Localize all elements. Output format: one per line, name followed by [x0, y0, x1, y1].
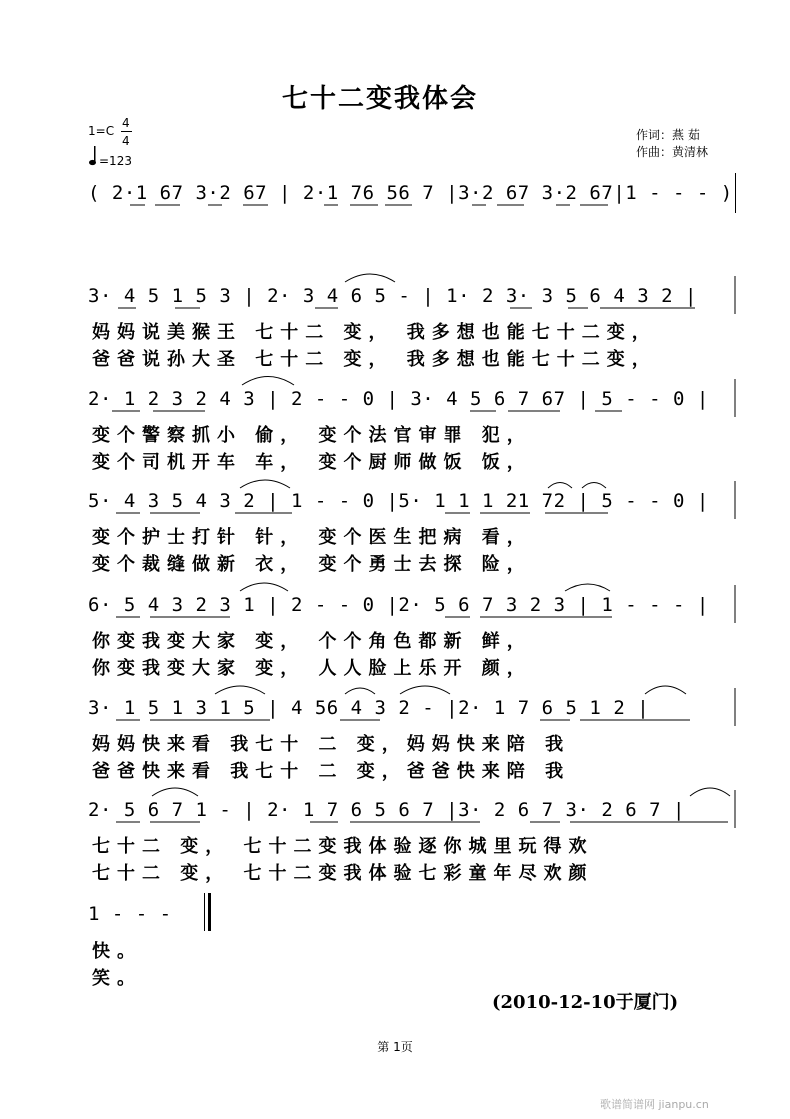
tempo-mark: =123	[99, 154, 132, 168]
system-3-verse-2: 变个裁缝做新 衣， 变个勇士去探 险，	[92, 554, 532, 575]
system-6-verse-2: 七十二 变， 七十二变我体验七彩童年尽欢颜	[92, 863, 594, 884]
slur	[690, 788, 730, 796]
lyricist-credit: 作词：燕 茹	[636, 128, 700, 142]
slur	[242, 377, 294, 386]
system-1-verse-2: 爸爸说孙大圣 七十二 变， 我多想也能七十二变，	[92, 349, 657, 370]
page-number: 第 1页	[377, 1040, 413, 1054]
slur	[645, 686, 686, 694]
composer-credit: 作曲：黄清林	[636, 145, 709, 159]
slur	[152, 788, 198, 796]
final-verse-2: 笑。	[92, 968, 142, 989]
slur	[582, 483, 606, 489]
page-title: 七十二变我体会	[281, 84, 478, 114]
system-6-notes: 2· 5 6 7 1 - | 2· 1 7 6 5 6 7 |3· 2 6 7 3· 2 6 7 |	[88, 799, 685, 821]
time-signature-bottom: 4	[122, 134, 130, 148]
system-3-verse-1: 变个护士打针 针， 变个医生把病 看，	[92, 527, 532, 548]
slur	[345, 274, 395, 282]
system-5-verse-2: 爸爸快来看 我七十 二 变，爸爸快来陪 我	[92, 761, 571, 782]
system-4-verse-1: 你变我变大家 变， 个个角色都新 鲜，	[92, 631, 532, 652]
final-verse-1: 快。	[92, 941, 142, 962]
slur	[215, 686, 265, 694]
time-signature-top: 4	[122, 116, 130, 130]
system-1-verse-1: 妈妈说美猴王 七十二 变， 我多想也能七十二变，	[92, 322, 657, 343]
slur	[548, 483, 572, 489]
system-6-verse-1: 七十二 变， 七十二变我体验逐你城里玩得欢	[92, 836, 594, 857]
system-2-verse-2: 变个司机开车 车， 变个厨师做饭 饭，	[92, 452, 532, 473]
system-4-verse-2: 你变我变大家 变， 人人脸上乐开 颜，	[92, 658, 532, 679]
system-4-notes: 6· 5 4 3 2 3 1 | 2 - - 0 |2· 5 6 7 3 2 3 | 1 - - - |	[88, 594, 709, 616]
system-2-notes: 2· 1 2 3 2 4 3 | 2 - - 0 | 3· 4 5 6 7 67 | 5 - - 0 |	[88, 388, 709, 410]
system-1-notes: 3· 4 5 1 5 3 | 2· 3 4 6 5 - | 1· 2 3· 3 5 6 4 3 2 |	[88, 285, 697, 307]
final-notes: 1 - - -	[88, 903, 172, 925]
system-2-verse-1: 变个警察抓小 偷， 变个法官审罪 犯，	[92, 425, 532, 446]
system-5-verse-1: 妈妈快来看 我七十 二 变，妈妈快来陪 我	[92, 734, 571, 755]
date-place: (2010-12-10于厦门)	[492, 992, 679, 1013]
intro-notes: ( 2·1 67 3·2 67 | 2·1 76 56 7 |3·2 67 3·2 67|1 - - - )	[88, 182, 733, 204]
system-5-notes: 3· 1 5 1 3 1 5 | 4 56 4 3 2 - |2· 1 7 6 5 1 2 |	[88, 697, 650, 719]
slur	[240, 583, 288, 591]
slur	[400, 686, 450, 694]
watermark: 歌谱简谱网 jianpu.cn	[600, 1098, 709, 1111]
system-3-notes: 5· 4 3 5 4 3 2 | 1 - - 0 |5· 1 1 1 21 72 | 5 - - 0 |	[88, 490, 709, 512]
key-signature: 1=C	[88, 124, 115, 138]
slur	[565, 584, 610, 591]
slur	[240, 480, 290, 488]
slur	[345, 688, 375, 694]
